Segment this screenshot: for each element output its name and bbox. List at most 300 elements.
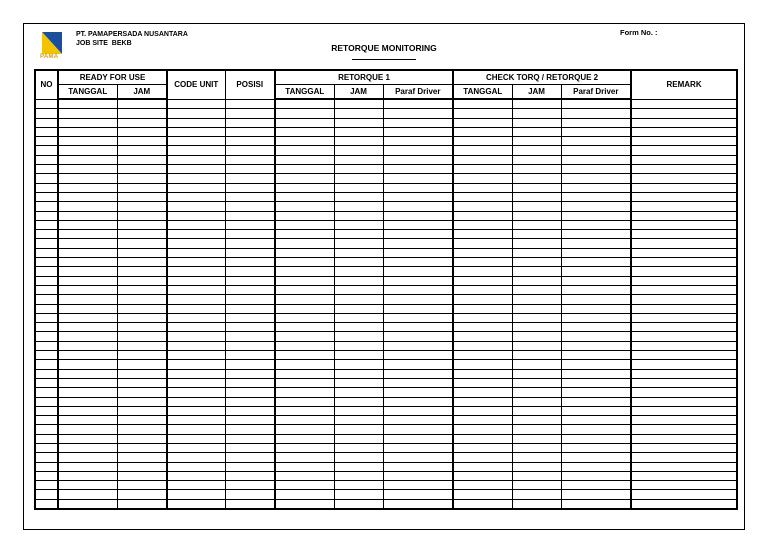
table-cell[interactable] <box>225 406 275 415</box>
table-cell[interactable] <box>512 416 561 425</box>
table-cell[interactable] <box>117 258 167 267</box>
table-cell[interactable] <box>512 351 561 360</box>
table-cell[interactable] <box>631 285 737 294</box>
table-cell[interactable] <box>512 490 561 499</box>
table-cell[interactable] <box>58 369 117 378</box>
table-cell[interactable] <box>35 499 58 509</box>
table-cell[interactable] <box>58 313 117 322</box>
table-cell[interactable] <box>117 434 167 443</box>
table-cell[interactable] <box>275 239 334 248</box>
table-cell[interactable] <box>167 323 225 332</box>
table-cell[interactable] <box>334 397 383 406</box>
table-cell[interactable] <box>631 109 737 118</box>
table-cell[interactable] <box>512 267 561 276</box>
table-cell[interactable] <box>631 211 737 220</box>
table-cell[interactable] <box>512 397 561 406</box>
table-cell[interactable] <box>275 267 334 276</box>
table-cell[interactable] <box>383 155 453 164</box>
table-cell[interactable] <box>512 183 561 192</box>
table-cell[interactable] <box>58 276 117 285</box>
table-cell[interactable] <box>512 137 561 146</box>
table-cell[interactable] <box>512 127 561 136</box>
table-cell[interactable] <box>167 183 225 192</box>
table-cell[interactable] <box>167 285 225 294</box>
table-cell[interactable] <box>334 304 383 313</box>
table-cell[interactable] <box>225 304 275 313</box>
table-cell[interactable] <box>631 388 737 397</box>
table-cell[interactable] <box>275 425 334 434</box>
table-cell[interactable] <box>334 118 383 127</box>
table-cell[interactable] <box>631 183 737 192</box>
table-cell[interactable] <box>167 165 225 174</box>
table-cell[interactable] <box>561 499 631 509</box>
table-cell[interactable] <box>225 295 275 304</box>
table-cell[interactable] <box>117 230 167 239</box>
table-cell[interactable] <box>167 127 225 136</box>
table-cell[interactable] <box>58 416 117 425</box>
table-cell[interactable] <box>225 313 275 322</box>
table-cell[interactable] <box>631 258 737 267</box>
table-cell[interactable] <box>334 481 383 490</box>
table-cell[interactable] <box>453 118 512 127</box>
table-cell[interactable] <box>167 118 225 127</box>
table-cell[interactable] <box>167 137 225 146</box>
table-cell[interactable] <box>334 323 383 332</box>
table-cell[interactable] <box>561 434 631 443</box>
table-cell[interactable] <box>35 165 58 174</box>
table-cell[interactable] <box>225 230 275 239</box>
table-cell[interactable] <box>631 360 737 369</box>
table-cell[interactable] <box>383 462 453 471</box>
table-cell[interactable] <box>383 295 453 304</box>
table-cell[interactable] <box>58 155 117 164</box>
table-cell[interactable] <box>512 239 561 248</box>
table-cell[interactable] <box>35 443 58 452</box>
table-cell[interactable] <box>225 267 275 276</box>
table-cell[interactable] <box>35 202 58 211</box>
table-cell[interactable] <box>334 146 383 155</box>
table-cell[interactable] <box>512 248 561 257</box>
table-cell[interactable] <box>512 304 561 313</box>
table-cell[interactable] <box>561 220 631 229</box>
table-cell[interactable] <box>58 295 117 304</box>
table-cell[interactable] <box>275 211 334 220</box>
table-cell[interactable] <box>561 397 631 406</box>
table-cell[interactable] <box>117 416 167 425</box>
table-cell[interactable] <box>561 183 631 192</box>
table-cell[interactable] <box>35 341 58 350</box>
table-cell[interactable] <box>453 453 512 462</box>
table-cell[interactable] <box>225 481 275 490</box>
table-cell[interactable] <box>117 248 167 257</box>
table-cell[interactable] <box>167 239 225 248</box>
table-cell[interactable] <box>334 453 383 462</box>
table-cell[interactable] <box>225 443 275 452</box>
table-cell[interactable] <box>383 202 453 211</box>
table-cell[interactable] <box>35 462 58 471</box>
table-cell[interactable] <box>58 230 117 239</box>
table-cell[interactable] <box>383 471 453 480</box>
table-cell[interactable] <box>117 443 167 452</box>
table-cell[interactable] <box>117 192 167 201</box>
table-cell[interactable] <box>334 406 383 415</box>
table-cell[interactable] <box>225 360 275 369</box>
table-cell[interactable] <box>512 146 561 155</box>
table-cell[interactable] <box>334 192 383 201</box>
table-cell[interactable] <box>631 192 737 201</box>
table-cell[interactable] <box>35 248 58 257</box>
table-cell[interactable] <box>383 481 453 490</box>
table-cell[interactable] <box>35 239 58 248</box>
table-cell[interactable] <box>58 323 117 332</box>
table-cell[interactable] <box>58 211 117 220</box>
table-cell[interactable] <box>453 267 512 276</box>
table-cell[interactable] <box>117 351 167 360</box>
table-cell[interactable] <box>275 258 334 267</box>
table-cell[interactable] <box>275 462 334 471</box>
table-cell[interactable] <box>167 443 225 452</box>
table-cell[interactable] <box>225 397 275 406</box>
table-cell[interactable] <box>561 137 631 146</box>
table-cell[interactable] <box>275 192 334 201</box>
table-cell[interactable] <box>453 276 512 285</box>
table-cell[interactable] <box>225 137 275 146</box>
table-cell[interactable] <box>453 109 512 118</box>
table-cell[interactable] <box>58 378 117 387</box>
table-cell[interactable] <box>631 434 737 443</box>
table-cell[interactable] <box>275 127 334 136</box>
table-cell[interactable] <box>512 202 561 211</box>
table-cell[interactable] <box>117 127 167 136</box>
table-cell[interactable] <box>453 211 512 220</box>
table-cell[interactable] <box>117 118 167 127</box>
table-cell[interactable] <box>117 323 167 332</box>
table-cell[interactable] <box>117 369 167 378</box>
table-cell[interactable] <box>383 146 453 155</box>
table-cell[interactable] <box>167 295 225 304</box>
table-cell[interactable] <box>334 202 383 211</box>
table-cell[interactable] <box>453 285 512 294</box>
table-cell[interactable] <box>167 202 225 211</box>
table-cell[interactable] <box>334 360 383 369</box>
table-cell[interactable] <box>561 239 631 248</box>
table-cell[interactable] <box>117 453 167 462</box>
table-cell[interactable] <box>225 109 275 118</box>
table-cell[interactable] <box>334 434 383 443</box>
table-cell[interactable] <box>453 471 512 480</box>
table-cell[interactable] <box>631 481 737 490</box>
table-cell[interactable] <box>453 304 512 313</box>
table-cell[interactable] <box>167 248 225 257</box>
table-cell[interactable] <box>512 434 561 443</box>
table-cell[interactable] <box>58 490 117 499</box>
table-cell[interactable] <box>117 99 167 109</box>
table-cell[interactable] <box>453 332 512 341</box>
table-cell[interactable] <box>117 220 167 229</box>
table-cell[interactable] <box>275 341 334 350</box>
table-cell[interactable] <box>453 192 512 201</box>
table-cell[interactable] <box>35 490 58 499</box>
table-cell[interactable] <box>631 462 737 471</box>
table-cell[interactable] <box>453 360 512 369</box>
table-cell[interactable] <box>383 99 453 109</box>
table-cell[interactable] <box>275 406 334 415</box>
table-cell[interactable] <box>453 183 512 192</box>
table-cell[interactable] <box>58 109 117 118</box>
table-cell[interactable] <box>58 406 117 415</box>
table-cell[interactable] <box>225 453 275 462</box>
table-cell[interactable] <box>167 220 225 229</box>
table-cell[interactable] <box>334 267 383 276</box>
table-cell[interactable] <box>275 109 334 118</box>
table-cell[interactable] <box>117 276 167 285</box>
table-cell[interactable] <box>167 499 225 509</box>
table-cell[interactable] <box>334 369 383 378</box>
table-cell[interactable] <box>561 285 631 294</box>
table-cell[interactable] <box>275 388 334 397</box>
table-cell[interactable] <box>275 481 334 490</box>
table-cell[interactable] <box>512 285 561 294</box>
table-cell[interactable] <box>383 397 453 406</box>
table-cell[interactable] <box>453 248 512 257</box>
table-cell[interactable] <box>512 453 561 462</box>
table-cell[interactable] <box>334 462 383 471</box>
table-cell[interactable] <box>561 165 631 174</box>
table-cell[interactable] <box>561 406 631 415</box>
table-cell[interactable] <box>383 453 453 462</box>
table-cell[interactable] <box>275 360 334 369</box>
table-cell[interactable] <box>117 397 167 406</box>
table-cell[interactable] <box>167 267 225 276</box>
table-cell[interactable] <box>631 453 737 462</box>
table-cell[interactable] <box>167 462 225 471</box>
table-cell[interactable] <box>383 443 453 452</box>
table-cell[interactable] <box>58 462 117 471</box>
table-cell[interactable] <box>58 118 117 127</box>
table-cell[interactable] <box>631 406 737 415</box>
table-cell[interactable] <box>453 295 512 304</box>
table-cell[interactable] <box>383 183 453 192</box>
table-cell[interactable] <box>35 183 58 192</box>
table-cell[interactable] <box>512 174 561 183</box>
table-cell[interactable] <box>631 137 737 146</box>
table-cell[interactable] <box>167 471 225 480</box>
table-cell[interactable] <box>561 351 631 360</box>
table-cell[interactable] <box>117 499 167 509</box>
table-cell[interactable] <box>512 295 561 304</box>
table-cell[interactable] <box>58 258 117 267</box>
table-cell[interactable] <box>225 258 275 267</box>
table-cell[interactable] <box>561 341 631 350</box>
table-cell[interactable] <box>383 109 453 118</box>
table-cell[interactable] <box>512 425 561 434</box>
table-cell[interactable] <box>167 192 225 201</box>
table-cell[interactable] <box>275 471 334 480</box>
table-cell[interactable] <box>453 220 512 229</box>
table-cell[interactable] <box>334 137 383 146</box>
table-cell[interactable] <box>453 313 512 322</box>
table-cell[interactable] <box>167 155 225 164</box>
table-cell[interactable] <box>58 99 117 109</box>
table-cell[interactable] <box>35 406 58 415</box>
table-cell[interactable] <box>561 230 631 239</box>
table-cell[interactable] <box>167 453 225 462</box>
table-cell[interactable] <box>58 397 117 406</box>
table-cell[interactable] <box>334 174 383 183</box>
table-cell[interactable] <box>35 155 58 164</box>
table-cell[interactable] <box>35 137 58 146</box>
table-cell[interactable] <box>35 416 58 425</box>
table-cell[interactable] <box>383 360 453 369</box>
table-cell[interactable] <box>117 332 167 341</box>
table-cell[interactable] <box>334 230 383 239</box>
table-cell[interactable] <box>334 351 383 360</box>
table-cell[interactable] <box>561 127 631 136</box>
table-cell[interactable] <box>275 490 334 499</box>
table-cell[interactable] <box>512 276 561 285</box>
table-cell[interactable] <box>117 304 167 313</box>
table-cell[interactable] <box>167 258 225 267</box>
table-cell[interactable] <box>453 351 512 360</box>
table-cell[interactable] <box>561 267 631 276</box>
table-cell[interactable] <box>35 471 58 480</box>
table-cell[interactable] <box>225 490 275 499</box>
table-cell[interactable] <box>383 192 453 201</box>
table-cell[interactable] <box>561 192 631 201</box>
table-cell[interactable] <box>631 276 737 285</box>
table-cell[interactable] <box>631 202 737 211</box>
table-cell[interactable] <box>225 118 275 127</box>
table-cell[interactable] <box>453 146 512 155</box>
table-cell[interactable] <box>631 397 737 406</box>
table-cell[interactable] <box>117 425 167 434</box>
table-cell[interactable] <box>334 313 383 322</box>
table-cell[interactable] <box>117 490 167 499</box>
table-cell[interactable] <box>167 304 225 313</box>
table-cell[interactable] <box>167 351 225 360</box>
table-cell[interactable] <box>383 490 453 499</box>
table-cell[interactable] <box>35 109 58 118</box>
table-cell[interactable] <box>512 369 561 378</box>
table-cell[interactable] <box>383 406 453 415</box>
table-cell[interactable] <box>561 323 631 332</box>
table-cell[interactable] <box>117 471 167 480</box>
table-cell[interactable] <box>512 211 561 220</box>
table-cell[interactable] <box>58 471 117 480</box>
table-cell[interactable] <box>117 165 167 174</box>
table-cell[interactable] <box>167 174 225 183</box>
table-cell[interactable] <box>334 378 383 387</box>
table-cell[interactable] <box>225 146 275 155</box>
table-cell[interactable] <box>561 471 631 480</box>
table-cell[interactable] <box>334 332 383 341</box>
table-cell[interactable] <box>631 155 737 164</box>
table-cell[interactable] <box>453 481 512 490</box>
table-cell[interactable] <box>58 174 117 183</box>
table-cell[interactable] <box>35 481 58 490</box>
table-cell[interactable] <box>275 285 334 294</box>
table-cell[interactable] <box>35 258 58 267</box>
table-cell[interactable] <box>512 443 561 452</box>
table-cell[interactable] <box>275 332 334 341</box>
table-cell[interactable] <box>561 453 631 462</box>
table-cell[interactable] <box>275 295 334 304</box>
table-cell[interactable] <box>167 369 225 378</box>
table-cell[interactable] <box>383 165 453 174</box>
table-cell[interactable] <box>383 285 453 294</box>
table-cell[interactable] <box>167 109 225 118</box>
table-cell[interactable] <box>383 220 453 229</box>
table-cell[interactable] <box>117 239 167 248</box>
table-cell[interactable] <box>225 462 275 471</box>
table-cell[interactable] <box>334 416 383 425</box>
table-cell[interactable] <box>383 137 453 146</box>
table-cell[interactable] <box>453 369 512 378</box>
table-cell[interactable] <box>383 323 453 332</box>
table-cell[interactable] <box>117 313 167 322</box>
table-cell[interactable] <box>167 425 225 434</box>
table-cell[interactable] <box>117 378 167 387</box>
table-cell[interactable] <box>225 425 275 434</box>
table-cell[interactable] <box>561 276 631 285</box>
table-cell[interactable] <box>275 202 334 211</box>
table-cell[interactable] <box>631 267 737 276</box>
table-cell[interactable] <box>383 267 453 276</box>
table-cell[interactable] <box>58 425 117 434</box>
table-cell[interactable] <box>453 378 512 387</box>
table-cell[interactable] <box>167 146 225 155</box>
table-cell[interactable] <box>631 127 737 136</box>
table-cell[interactable] <box>383 276 453 285</box>
table-cell[interactable] <box>561 443 631 452</box>
table-cell[interactable] <box>275 453 334 462</box>
table-cell[interactable] <box>58 453 117 462</box>
table-cell[interactable] <box>561 313 631 322</box>
table-cell[interactable] <box>561 174 631 183</box>
table-cell[interactable] <box>35 267 58 276</box>
table-cell[interactable] <box>453 425 512 434</box>
table-cell[interactable] <box>631 304 737 313</box>
table-cell[interactable] <box>631 378 737 387</box>
table-cell[interactable] <box>631 341 737 350</box>
table-cell[interactable] <box>167 360 225 369</box>
table-cell[interactable] <box>225 323 275 332</box>
table-cell[interactable] <box>561 211 631 220</box>
table-cell[interactable] <box>167 230 225 239</box>
table-cell[interactable] <box>383 378 453 387</box>
table-cell[interactable] <box>35 369 58 378</box>
table-cell[interactable] <box>275 220 334 229</box>
table-cell[interactable] <box>167 341 225 350</box>
table-cell[interactable] <box>275 248 334 257</box>
table-cell[interactable] <box>453 239 512 248</box>
table-cell[interactable] <box>35 453 58 462</box>
table-cell[interactable] <box>117 137 167 146</box>
table-cell[interactable] <box>383 258 453 267</box>
table-cell[interactable] <box>117 462 167 471</box>
table-cell[interactable] <box>453 499 512 509</box>
table-cell[interactable] <box>334 155 383 164</box>
table-cell[interactable] <box>167 397 225 406</box>
table-cell[interactable] <box>275 443 334 452</box>
table-cell[interactable] <box>334 295 383 304</box>
table-cell[interactable] <box>58 220 117 229</box>
table-cell[interactable] <box>631 499 737 509</box>
table-cell[interactable] <box>275 313 334 322</box>
table-cell[interactable] <box>225 211 275 220</box>
table-cell[interactable] <box>631 165 737 174</box>
table-cell[interactable] <box>225 248 275 257</box>
